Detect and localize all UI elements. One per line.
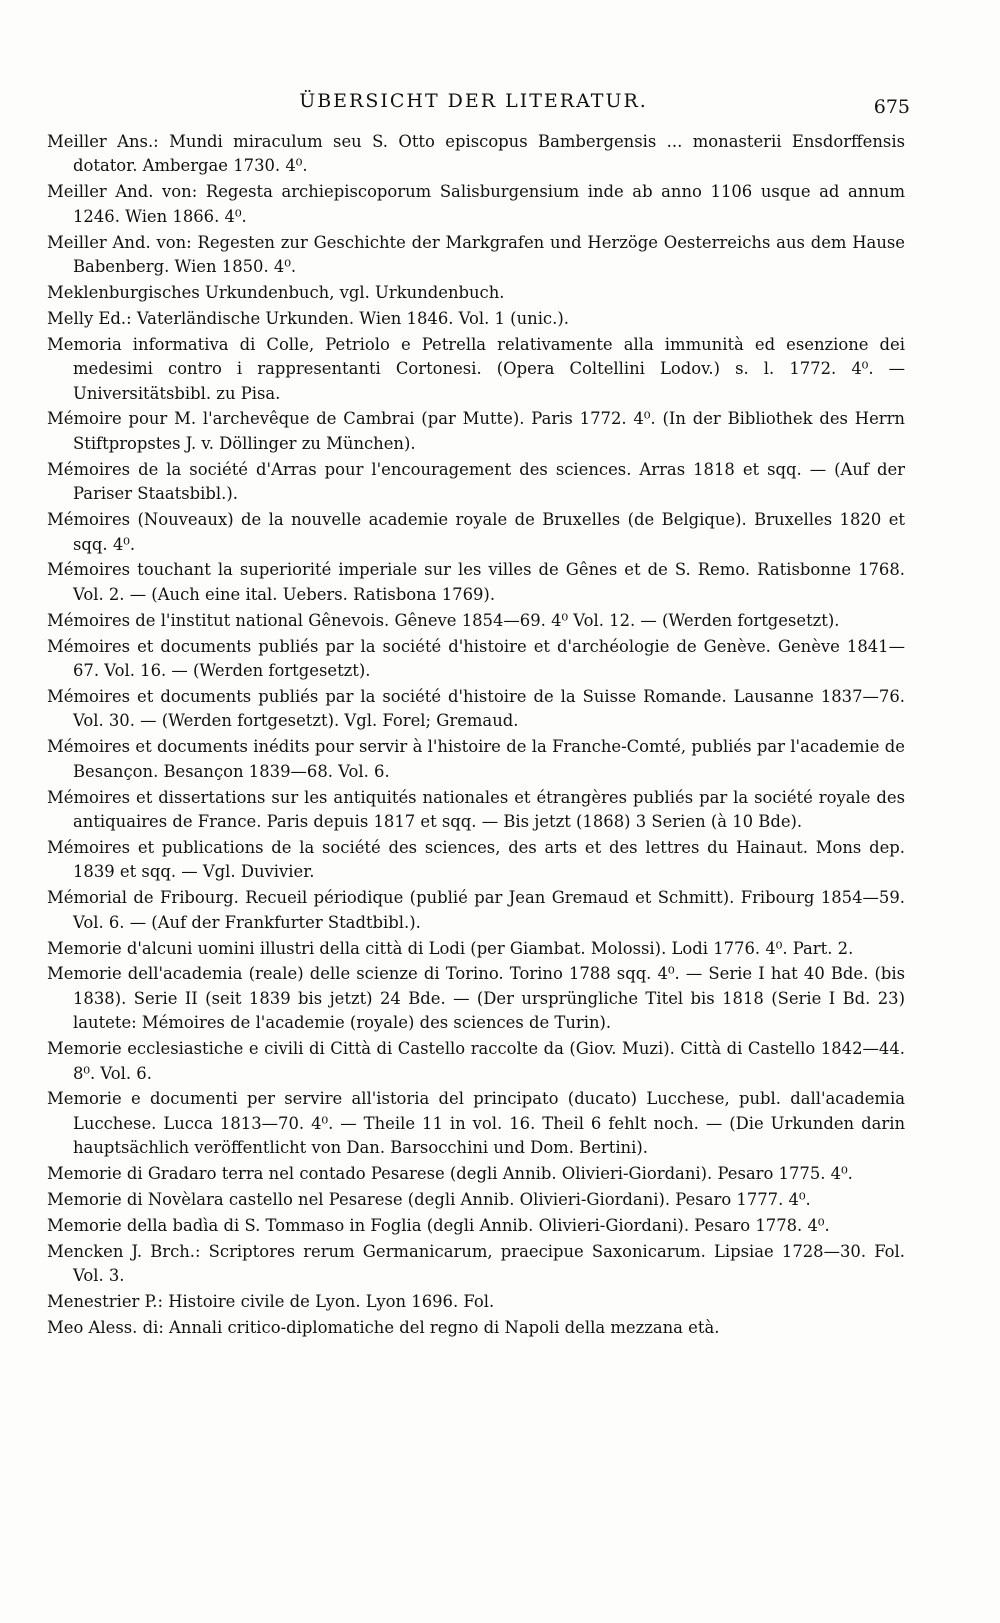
bibliography-entry: Memorie della badìa di S. Tommaso in Foglia (degli Annib. Olivieri-Giordani). Pesaro 1778. 4⁰. [47, 1215, 830, 1235]
bibliography-entry: Mémoires et documents publiés par la société d'histoire et d'archéologie de Genève. Genève 1841—67. Vol. 16. — (Werden fortgesetzt). [47, 636, 905, 681]
bibliography-entry: Memorie di Novèlara castello nel Pesarese (degli Annib. Olivieri-Giordani). Pesaro 1777. 4⁰. [47, 1190, 811, 1210]
bibliography-entry: Meo Aless. di: Annali critico-diplomatiche del regno di Napoli della mezzana età. [47, 1318, 720, 1338]
bibliography-entry: Mémoire pour M. l'archevêque de Cambrai (par Mutte). Paris 1772. 4⁰. (In der Bibliothek des Herrn Stiftpropstes J. v. Döllinger zu München). [47, 409, 905, 453]
bibliography-entry: Mémoires et documents publiés par la société d'histoire de la Suisse Romande. Lausanne 1837—76. Vol. 30. — (Werden fortgesetzt). Vgl. Forel; Gremaud. [47, 686, 905, 731]
page-number: 675 [873, 96, 910, 118]
bibliography-entry: Mémorial de Fribourg. Recueil périodique (publié par Jean Gremaud et Schmitt). Fribourg 1854—59. Vol. 6. — (Auf der Frankfurter Stadtbibl.). [47, 888, 905, 932]
bibliography-entry: Mémoires et dissertations sur les antiquités nationales et étrangères publiés par la société royale des antiquaires de France. Paris depuis 1817 et sqq. — Bis jetzt (1868) 3 Serien (à 10 Bde). [47, 787, 905, 831]
bibliography-entry: Meiller And. von: Regesten zur Geschichte der Markgrafen und Herzöge Oesterreichs aus dem Hause Babenberg. Wien 1850. 4⁰. [47, 232, 905, 277]
bibliography-entry: Mémoires de l'institut national Gênevois. Gêneve 1854—69. 4⁰ Vol. 12. — (Werden fortgesetzt). [47, 610, 840, 630]
bibliography-list [47, 130, 905, 1342]
bibliography-entry: Memorie ecclesiastiche e civili di Città di Castello raccolte da (Giov. Muzi). Città di Castello 1842—44. 8⁰. Vol. 6. [47, 1039, 905, 1083]
bibliography-entry: Mémoires et publications de la société des sciences, des arts et des lettres du Hainaut. Mons dep. 1839 et sqq. — Vgl. Duvivier. [47, 837, 905, 882]
bibliography-entry: Mencken J. Brch.: Scriptores rerum Germanicarum, praecipue Saxonicarum. Lipsiae 1728—30. Fol. Vol. 3. [47, 1241, 905, 1286]
running-title: ÜBERSICHT DER LITERATUR. [299, 90, 648, 112]
bibliography-entry: Meklenburgisches Urkundenbuch, vgl. Urkundenbuch. [47, 282, 505, 302]
bibliography-entry: Memorie d'alcuni uomini illustri della città di Lodi (per Giambat. Molossi). Lodi 1776. 4⁰. Part. 2. [47, 938, 854, 958]
bibliography-entry: Memorie di Gradaro terra nel contado Pesarese (degli Annib. Olivieri-Giordani). Pesaro 1775. 4⁰. [47, 1164, 853, 1184]
bibliography-entry: Mémoires et documents inédits pour servir à l'histoire de la Franche-Comté, publiés par l'academie de Besançon. Besançon 1839—68. Vol. 6. [47, 737, 905, 781]
bibliography-entry: Mémoires touchant la superiorité imperiale sur les villes de Gênes et de S. Remo. Ratisbonne 1768. Vol. 2. — (Auch eine ital. Uebers. Ratisbona 1769). [47, 560, 905, 604]
running-head [42, 88, 910, 118]
bibliography-entry: Meiller Ans.: Mundi miraculum seu S. Otto episcopus Bambergensis ... monasterii Ensdorffensis dotator. Ambergae 1730. 4⁰. [47, 132, 905, 176]
bibliography-entry: Melly Ed.: Vaterländische Urkunden. Wien 1846. Vol. 1 (unic.). [47, 308, 569, 328]
bibliography-entry: Menestrier P.: Histoire civile de Lyon. Lyon 1696. Fol. [47, 1292, 495, 1312]
bibliography-entry: Memorie dell'academia (reale) delle scienze di Torino. Torino 1788 sqq. 4⁰. — Serie I hat 40 Bde. (bis 1838). Serie II (seit 1839 bis jetzt) 24 Bde. — (Der ursprüngliche Titel bis 1818 (Serie I Bd. 23) lautete: Mémoires de l'academie (royale) des sciences de Turin). [47, 964, 905, 1033]
bibliography-entry: Mémoires (Nouveaux) de la nouvelle academie royale de Bruxelles (de Belgique). Bruxelles 1820 et sqq. 4⁰. [47, 510, 905, 554]
bibliography-entry: Mémoires de la société d'Arras pour l'encouragement des sciences. Arras 1818 et sqq. — (Auf der Pariser Staatsbibl.). [47, 459, 905, 504]
bibliography-entry: Memorie e documenti per servire all'istoria del principato (ducato) Lucchese, publ. dall'academia Lucchese. Lucca 1813—70. 4⁰. — Theile 11 in vol. 16. Theil 6 fehlt noch. — (Die Urkunden darin hauptsächlich veröffentlicht von Dan. Barsocchini und Dom. Bertini). [47, 1089, 905, 1158]
bibliography-entry: Meiller And. von: Regesta archiepiscoporum Salisburgensium inde ab anno 1106 usque ad annum 1246. Wien 1866. 4⁰. [47, 182, 905, 226]
bibliography-entry: Memoria informativa di Colle, Petriolo e Petrella relativamente alla immunità ed esenzione dei medesimi contro i rappresentanti Cortonesi. (Opera Coltellini Lodov.) s. l. 1772. 4⁰. — Universitätsbibl. zu Pisa. [47, 334, 905, 403]
